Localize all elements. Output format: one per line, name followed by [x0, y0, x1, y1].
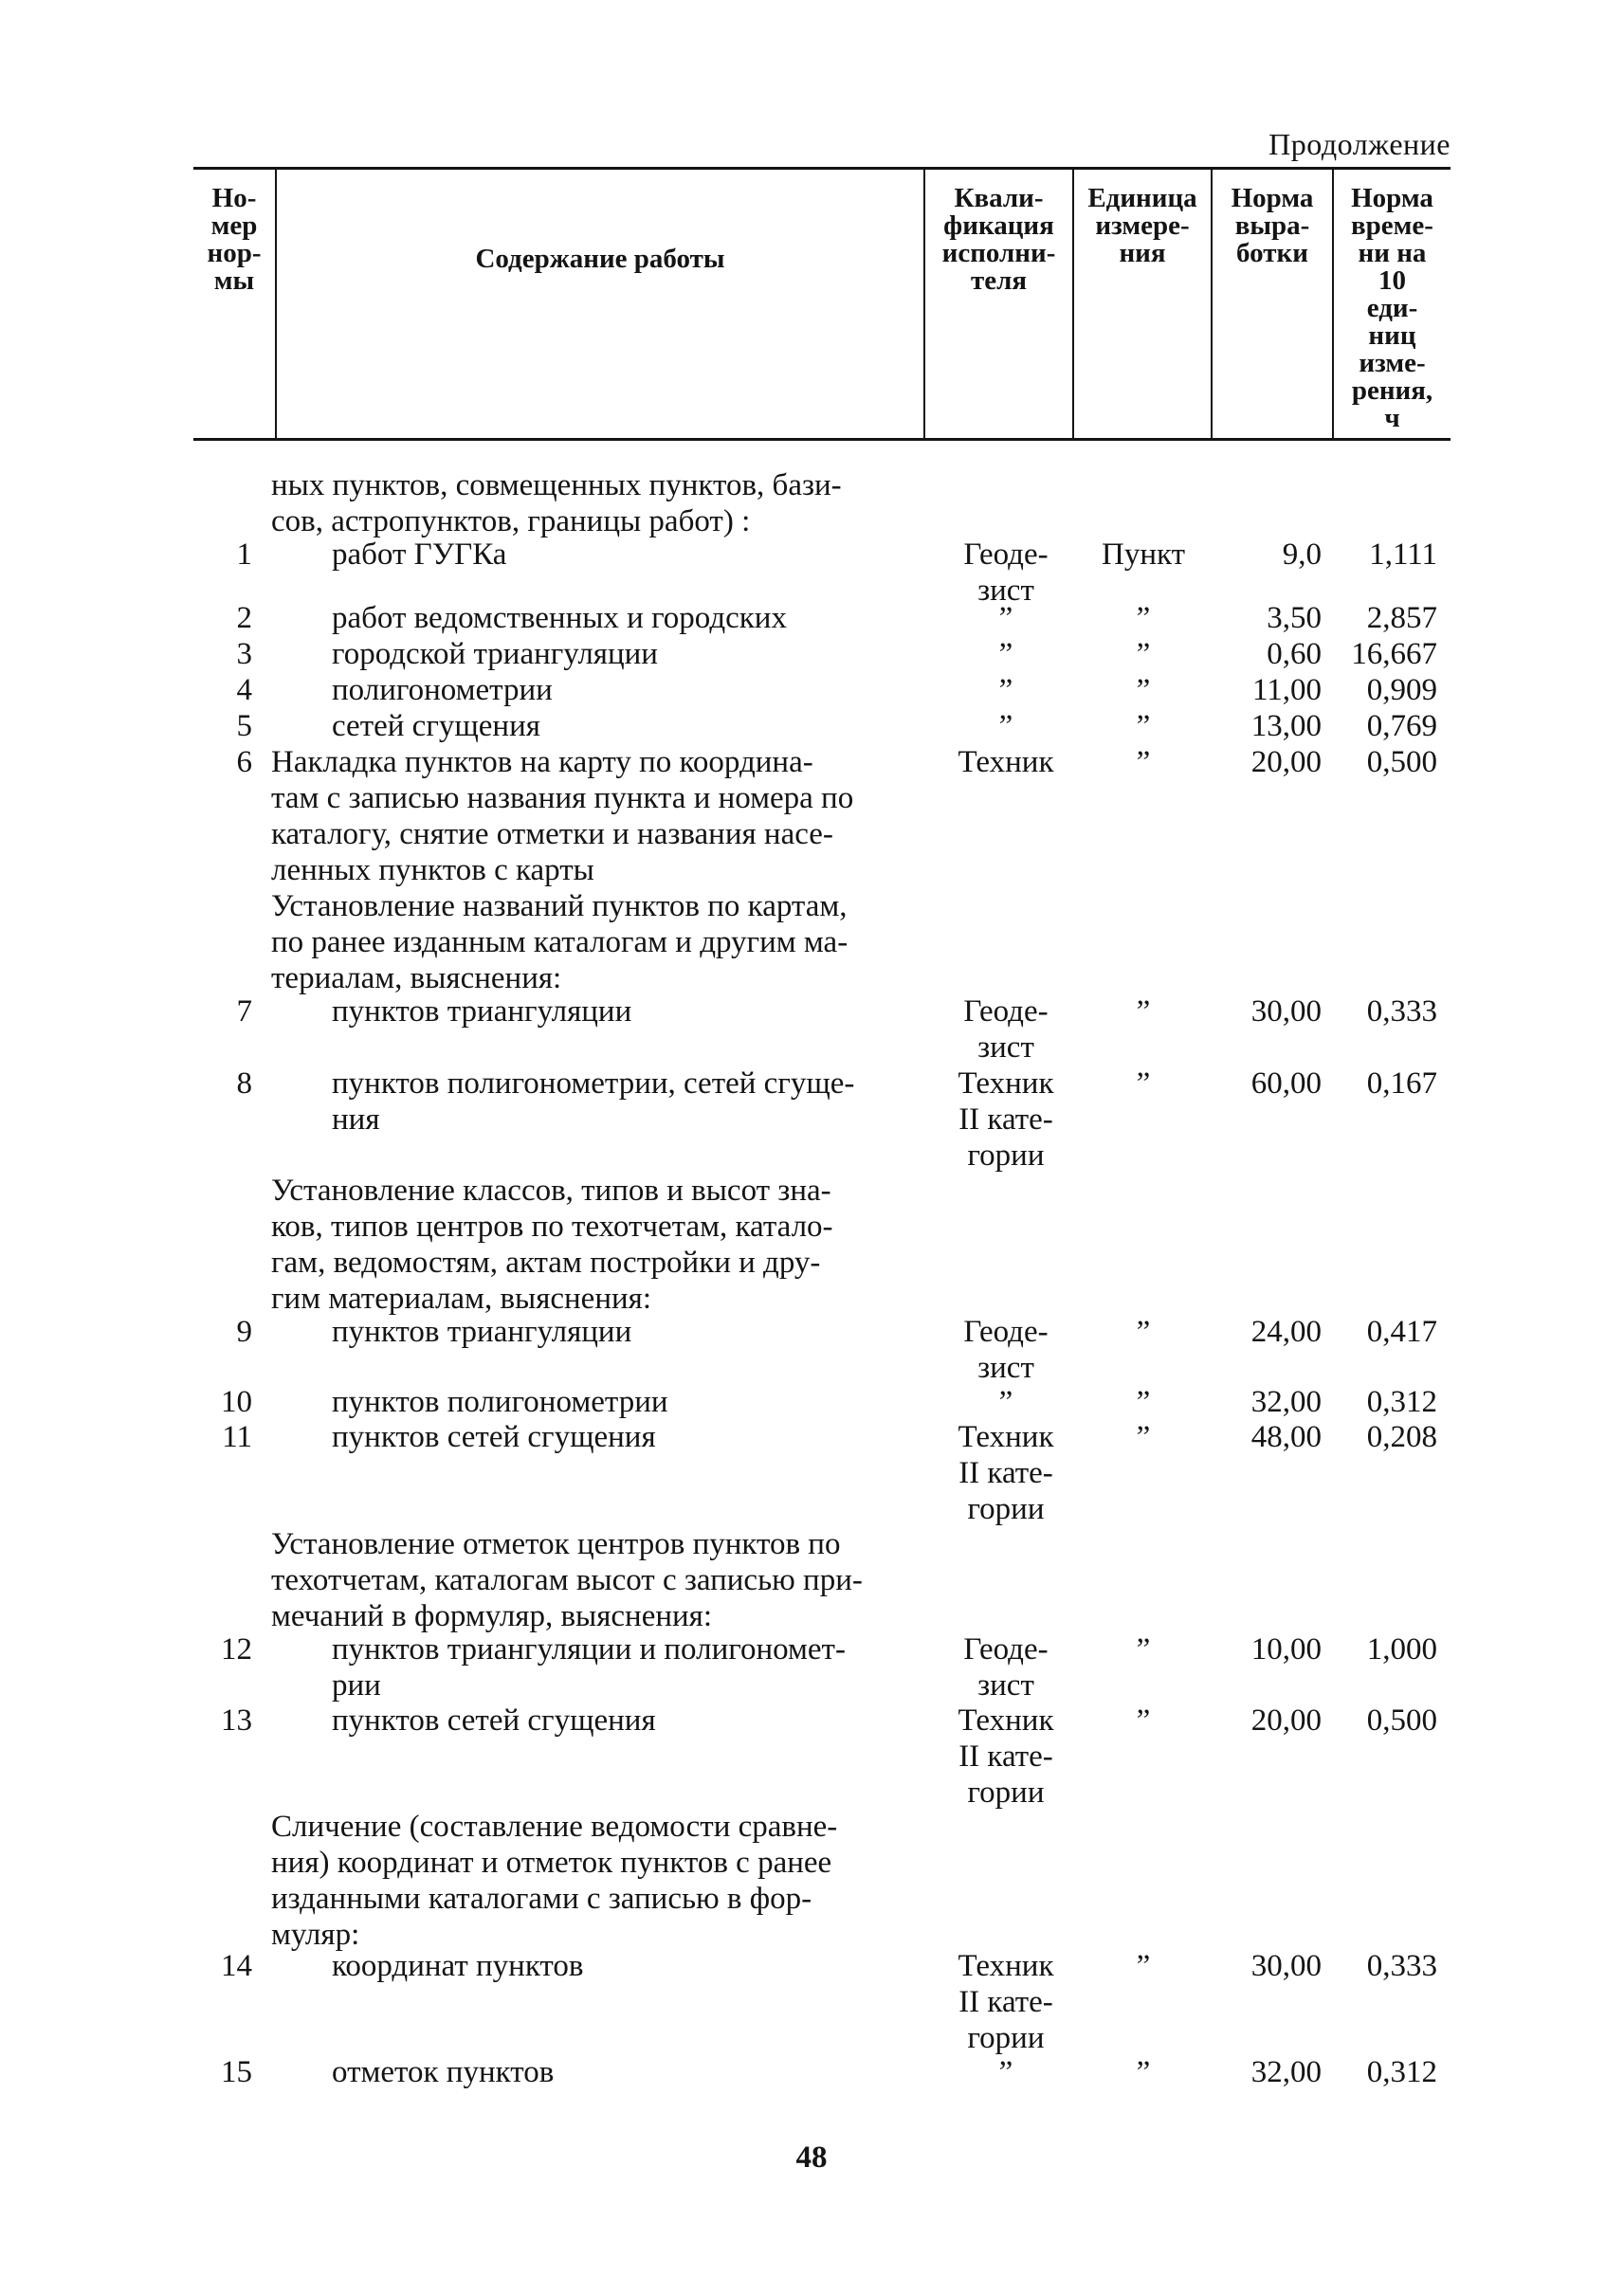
row-unit: ”: [1136, 709, 1151, 743]
header-unit: Единица измере- ния: [1072, 170, 1211, 438]
header-content: Содержание работы: [275, 170, 923, 438]
row-time-norm: 1,111: [1369, 537, 1437, 572]
row-qualification: Геоде- зист: [963, 994, 1049, 1065]
row-unit: ”: [1136, 1420, 1151, 1454]
row-unit: ”: [1136, 1632, 1151, 1667]
row-unit: ”: [1136, 1703, 1151, 1738]
row-text: пунктов сетей сгущения: [332, 1703, 656, 1738]
row-unit: ”: [1136, 745, 1151, 779]
row-text: работ ведомственных и городских: [332, 601, 787, 635]
row-number: 4: [236, 673, 252, 707]
row-output-norm: 48,00: [1250, 1420, 1322, 1454]
row-text: полигонометрии: [332, 673, 553, 707]
row-time-norm: 16,667: [1351, 637, 1437, 671]
row-output-norm: 32,00: [1250, 2055, 1322, 2089]
row-number: 14: [221, 1949, 252, 1983]
row-output-norm: 24,00: [1250, 1315, 1322, 1349]
row-text: координат пунктов: [332, 1949, 584, 1983]
row-text: пунктов триангуляции: [332, 994, 632, 1029]
page-number: 48: [795, 2140, 828, 2175]
row-qualification: Техник: [958, 745, 1054, 779]
row-text: Установление отметок центров пунктов по техотчетам, каталогам высот с записью при- мечаний в формуляр, выяснения:: [271, 1527, 863, 1633]
row-unit: ”: [1136, 2055, 1151, 2089]
row-number: 15: [221, 2055, 252, 2089]
row-text: пунктов полигонометрии: [332, 1385, 668, 1419]
row-qualification: ”: [998, 601, 1013, 635]
row-number: 3: [236, 637, 252, 671]
row-number: 6: [236, 745, 252, 779]
row-text: пунктов триангуляции: [332, 1315, 632, 1349]
row-qualification: ”: [998, 637, 1013, 671]
row-text: ных пунктов, совмещенных пунктов, бази- сов, астропунктов, границы работ) :: [271, 468, 842, 538]
row-number: 13: [221, 1703, 252, 1738]
table-header: [193, 167, 1451, 441]
row-time-norm: 1,000: [1366, 1632, 1437, 1667]
row-unit: ”: [1136, 1385, 1151, 1419]
row-qualification: Техник II кате- гории: [958, 1949, 1054, 2055]
row-time-norm: 0,312: [1366, 2055, 1437, 2089]
row-qualification: Техник II кате- гории: [958, 1703, 1054, 1810]
row-output-norm: 11,00: [1251, 673, 1322, 707]
header-number: Но- мер нор- мы: [207, 183, 262, 296]
row-unit: ”: [1136, 601, 1151, 635]
row-number: 9: [236, 1315, 252, 1349]
row-number: 12: [221, 1632, 252, 1667]
continuation-label: Продолжение: [1268, 127, 1451, 161]
row-output-norm: 20,00: [1250, 745, 1322, 779]
row-qualification: ”: [998, 1385, 1013, 1419]
row-time-norm: 0,333: [1366, 1949, 1437, 1983]
row-qualification: Геоде- зист: [963, 537, 1049, 608]
row-output-norm: 30,00: [1250, 1949, 1322, 1983]
row-time-norm: 0,909: [1366, 673, 1437, 707]
row-qualification: ”: [998, 2055, 1013, 2089]
header-output-norm: Норма выра- ботки: [1211, 170, 1332, 438]
row-number: 2: [236, 601, 252, 635]
row-number: 8: [236, 1066, 252, 1101]
row-unit: ”: [1136, 994, 1151, 1029]
row-text: Установление названий пунктов по картам, по ранее изданным каталогам и другим ма- териалам, выяснения:: [271, 889, 848, 995]
row-text: пунктов полигонометрии, сетей сгуще- ния: [332, 1066, 855, 1137]
row-time-norm: 0,333: [1366, 994, 1437, 1029]
row-output-norm: 0,60: [1267, 637, 1322, 671]
row-text: пунктов сетей сгущения: [332, 1420, 656, 1454]
row-unit: ”: [1136, 1949, 1151, 1983]
header-time-norm: Норма време- ни на 10 еди- ниц изме- рения, ч: [1332, 170, 1451, 438]
row-output-norm: 30,00: [1250, 994, 1322, 1029]
row-number: 1: [236, 537, 252, 572]
row-time-norm: 0,167: [1366, 1066, 1437, 1101]
row-time-norm: 0,769: [1366, 709, 1437, 743]
row-qualification: Геоде- зист: [963, 1315, 1049, 1385]
row-output-norm: 60,00: [1250, 1066, 1322, 1101]
row-text: сетей сгущения: [332, 709, 540, 743]
row-output-norm: 20,00: [1250, 1703, 1322, 1738]
row-unit: ”: [1136, 637, 1151, 671]
row-output-norm: 9,0: [1282, 537, 1322, 572]
row-text: Сличение (составление ведомости сравне- ния) координат и отметок пунктов с ранее изданными каталогами с записью в фор- муляр:: [271, 1810, 838, 1952]
row-qualification: ”: [998, 709, 1013, 743]
row-qualification: ”: [998, 673, 1013, 707]
row-time-norm: 0,417: [1366, 1315, 1437, 1349]
row-qualification: Геоде- зист: [963, 1632, 1049, 1703]
row-time-norm: 0,208: [1366, 1420, 1437, 1454]
row-unit: ”: [1136, 673, 1151, 707]
row-unit: Пункт: [1101, 537, 1185, 572]
row-number: 5: [236, 709, 252, 743]
row-time-norm: 0,500: [1366, 1703, 1437, 1738]
row-output-norm: 32,00: [1250, 1385, 1322, 1419]
row-time-norm: 2,857: [1366, 601, 1437, 635]
row-unit: ”: [1136, 1315, 1151, 1349]
row-output-norm: 3,50: [1267, 601, 1322, 635]
header-qualification: Квали- фикация исполни- теля: [923, 170, 1072, 438]
row-time-norm: 0,312: [1366, 1385, 1437, 1419]
row-number: 11: [222, 1420, 252, 1454]
row-text: городской триангуляции: [332, 637, 658, 671]
row-number: 10: [221, 1385, 252, 1419]
row-text: отметок пунктов: [332, 2055, 555, 2089]
row-time-norm: 0,500: [1366, 745, 1437, 779]
row-text: Накладка пунктов на карту по координа- там с записью названия пункта и номера по каталогу, снятие отметки и названия насе- ленных пунктов с карты: [271, 745, 854, 887]
row-output-norm: 13,00: [1250, 709, 1322, 743]
row-text: работ ГУГКа: [332, 537, 507, 572]
row-unit: ”: [1136, 1066, 1151, 1101]
row-qualification: Техник II кате- гории: [958, 1066, 1054, 1173]
row-text: Установление классов, типов и высот зна- ков, типов центров по техотчетам, катало- гам, ведомостям, актам постройки и дру- гим материалам, выяснения:: [271, 1174, 833, 1316]
row-text: пунктов триангуляции и полигономет- рии: [332, 1632, 846, 1703]
row-number: 7: [236, 994, 252, 1029]
row-output-norm: 10,00: [1250, 1632, 1322, 1667]
row-qualification: Техник II кате- гории: [958, 1420, 1054, 1526]
